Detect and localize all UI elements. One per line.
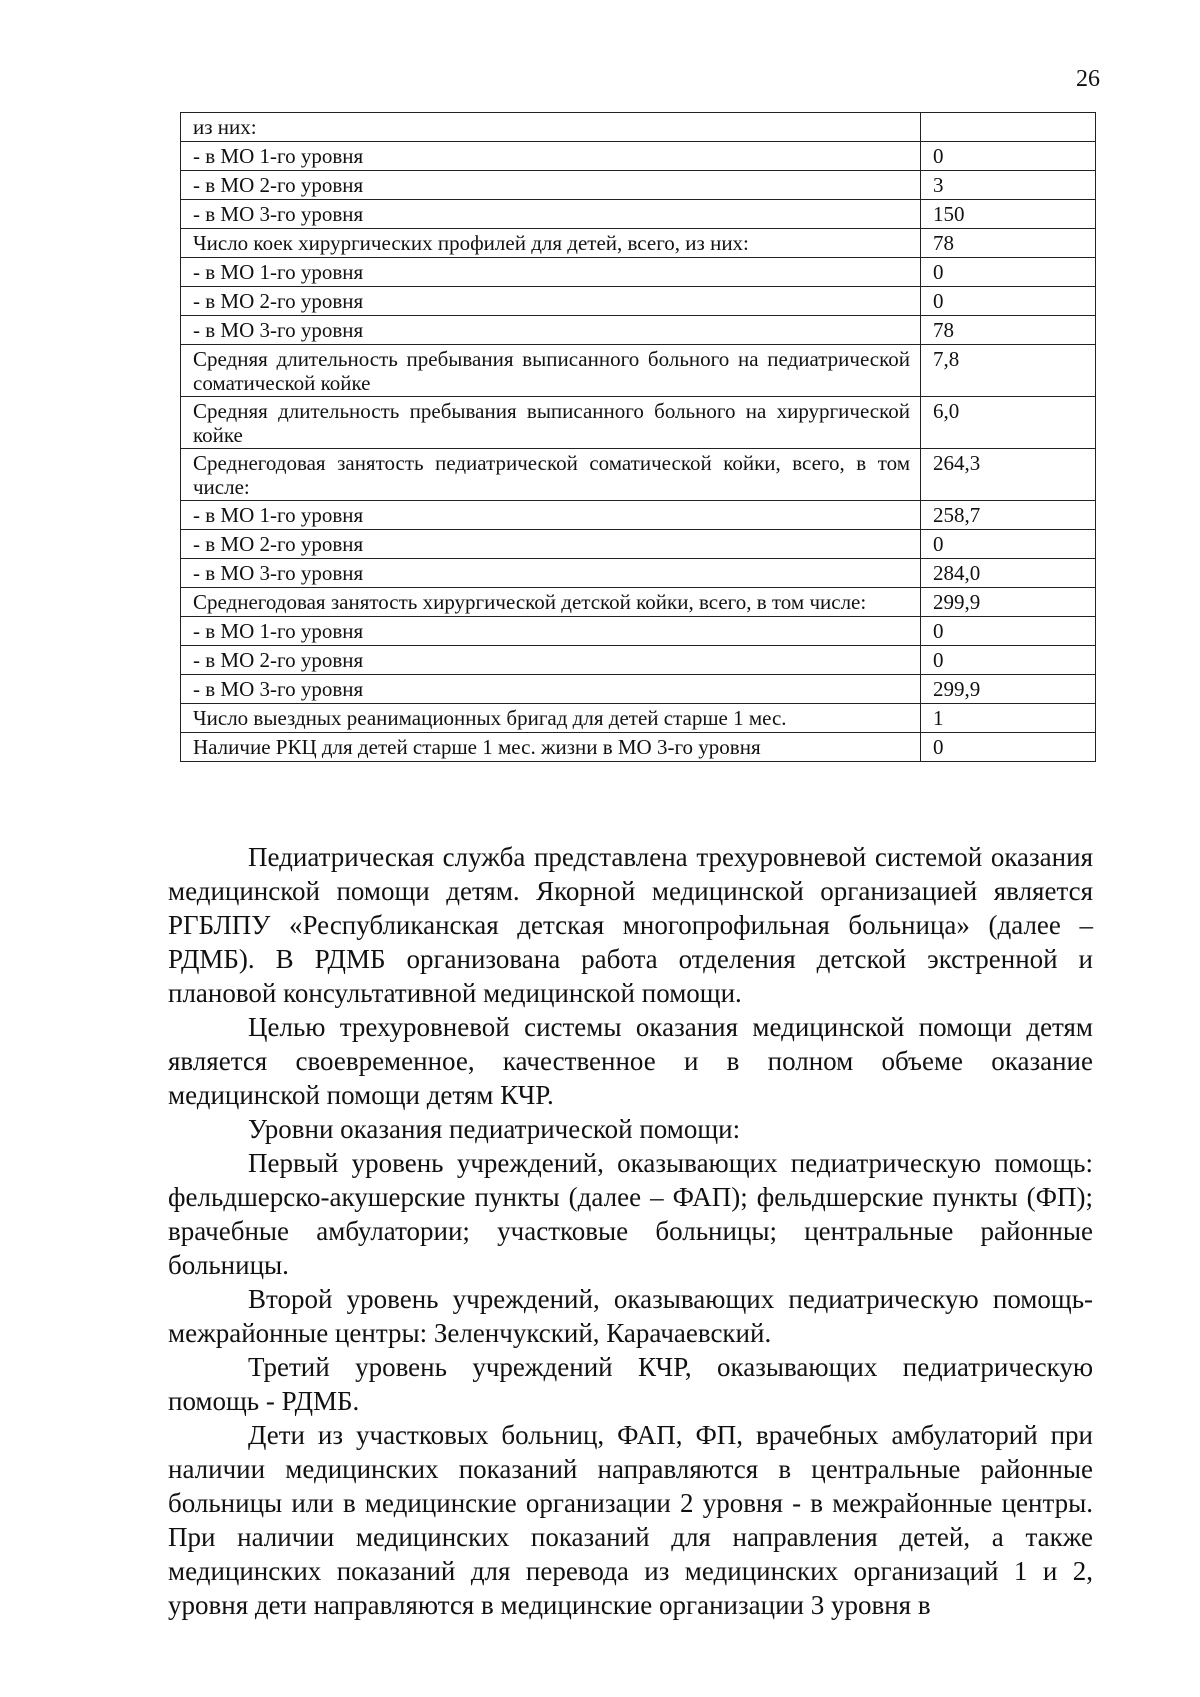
row-value: 3 — [921, 171, 1096, 200]
row-label: - в МО 2-го уровня — [181, 171, 921, 200]
paragraph: Педиатрическая служба представлена трехуровневой системой оказания медицинской помощи детям. Якорной медицинской организацией является РГБЛПУ «Республиканская детская многопрофильная больница» (далее – РДМБ). В РДМБ организована работа отделения детской экстренной и плановой консультативной медицинской помощи. — [168, 842, 1093, 1008]
table-row — [181, 704, 1096, 733]
row-value — [921, 113, 1096, 142]
row-label: - в МО 3-го уровня — [181, 559, 921, 588]
row-value: 1 — [921, 704, 1096, 733]
paragraph: Второй уровень учреждений, оказывающих педиатрическую помощь-межрайонные центры: Зеленчукский, Карачаевский. — [168, 1284, 1093, 1348]
table-row — [181, 287, 1096, 316]
row-value: 284,0 — [921, 559, 1096, 588]
table-row — [181, 113, 1096, 142]
table-row — [181, 588, 1096, 617]
row-label: - в МО 2-го уровня — [181, 530, 921, 559]
paragraph: Третий уровень учреждений КЧР, оказывающих педиатрическую помощь - РДМБ. — [168, 1352, 1093, 1416]
row-label: - в МО 3-го уровня — [181, 675, 921, 704]
table-row — [181, 530, 1096, 559]
row-label: Среднегодовая занятость хирургической детской койки, всего, в том числе: — [181, 588, 921, 617]
table-row — [181, 171, 1096, 200]
row-value: 299,9 — [921, 588, 1096, 617]
table-row — [181, 345, 1096, 397]
row-value: 7,8 — [921, 345, 1096, 397]
table-row — [181, 646, 1096, 675]
row-label: - в МО 1-го уровня — [181, 142, 921, 171]
paragraph: Целью трехуровневой системы оказания медицинской помощи детям является своевременное, качественное и в полном объеме оказание медицинской помощи детям КЧР. — [168, 1012, 1093, 1110]
row-label: Средняя длительность пребывания выписанного больного на хирургической койке — [181, 397, 921, 449]
row-value: 0 — [921, 258, 1096, 287]
row-label: - в МО 2-го уровня — [181, 287, 921, 316]
row-label: Среднегодовая занятость педиатрической соматической койки, всего, в том числе: — [181, 449, 921, 501]
row-label: - в МО 1-го уровня — [181, 501, 921, 530]
table-row — [181, 200, 1096, 229]
row-label: Наличие РКЦ для детей старше 1 мес. жизни в МО 3-го уровня — [181, 733, 921, 762]
table-row — [181, 559, 1096, 588]
row-label: - в МО 2-го уровня — [181, 646, 921, 675]
row-label: из них: — [181, 113, 921, 142]
row-value: 78 — [921, 316, 1096, 345]
row-value: 0 — [921, 646, 1096, 675]
paragraph: Первый уровень учреждений, оказывающих педиатрическую помощь: фельдшерско-акушерские пункты (далее – ФАП); фельдшерские пункты (ФП); врачебные амбулатории; участковые больницы; центральные районные больницы. — [168, 1148, 1093, 1280]
row-label: Число коек хирургических профилей для детей, всего, из них: — [181, 229, 921, 258]
row-value: 6,0 — [921, 397, 1096, 449]
row-value: 0 — [921, 733, 1096, 762]
page-number: 26 — [1076, 66, 1100, 92]
row-value: 0 — [921, 617, 1096, 646]
table-row — [181, 675, 1096, 704]
table-row — [181, 449, 1096, 501]
row-label: - в МО 3-го уровня — [181, 316, 921, 345]
paragraph: Уровни оказания педиатрической помощи: — [248, 1114, 741, 1144]
row-value: 0 — [921, 530, 1096, 559]
row-value: 258,7 — [921, 501, 1096, 530]
statistics-table — [180, 112, 1096, 762]
row-value: 264,3 — [921, 449, 1096, 501]
table-row — [181, 501, 1096, 530]
row-label: - в МО 1-го уровня — [181, 617, 921, 646]
body-text — [168, 840, 1093, 1622]
table-row — [181, 733, 1096, 762]
table-row — [181, 316, 1096, 345]
row-value: 150 — [921, 200, 1096, 229]
row-value: 299,9 — [921, 675, 1096, 704]
row-value: 78 — [921, 229, 1096, 258]
row-label: Средняя длительность пребывания выписанного больного на педиатрической соматической койке — [181, 345, 921, 397]
table-row — [181, 229, 1096, 258]
table-row — [181, 397, 1096, 449]
paragraph: Дети из участковых больниц, ФАП, ФП, врачебных амбулаторий при наличии медицинских показаний направляются в центральные районные больницы или в медицинские организации 2 уровня - в межрайонные центры. При наличии медицинских показаний для направления детей, а также медицинских показаний для перевода из медицинских организаций 1 и 2, уровня дети направляются в медицинские организации 3 уровня в — [168, 1420, 1093, 1620]
row-label: Число выездных реанимационных бригад для детей старше 1 мес. — [181, 704, 921, 733]
table-row — [181, 142, 1096, 171]
row-value: 0 — [921, 287, 1096, 316]
row-label: - в МО 3-го уровня — [181, 200, 921, 229]
row-label: - в МО 1-го уровня — [181, 258, 921, 287]
row-value: 0 — [921, 142, 1096, 171]
table-row — [181, 258, 1096, 287]
table-row — [181, 617, 1096, 646]
